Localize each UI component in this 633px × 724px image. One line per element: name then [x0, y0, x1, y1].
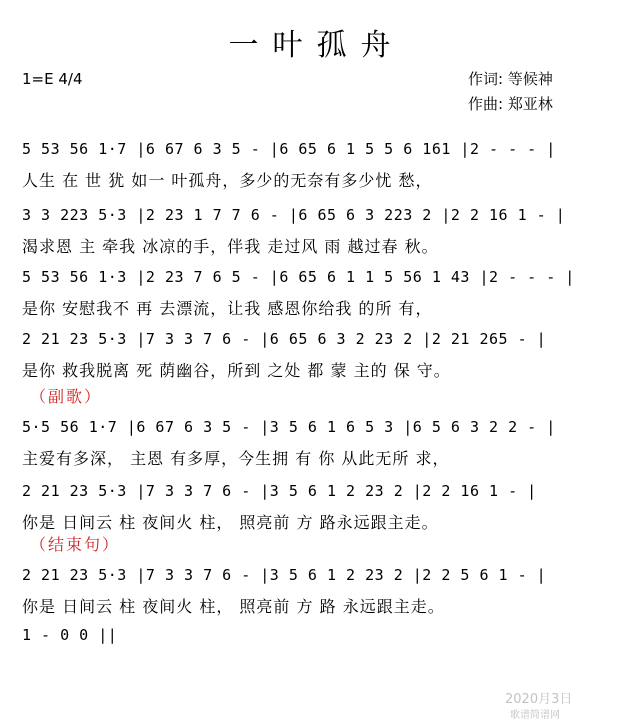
- watermark-site: 歌谱简谱网: [510, 710, 560, 721]
- lyric-line-5: 主爱有多深， 主恩 有多厚，今生拥 有 你 从此无所 求，: [22, 449, 450, 468]
- lyric-line-4: 是你 救我脱离 死 荫幽谷，所到 之处 都 蒙 主的 保 守。: [22, 361, 451, 380]
- watermark-date: 2020月3日: [505, 692, 573, 707]
- notation-line-2: 3 3 223 5·3 |2 23 1 7 7 6 - |6 65 6 3 223 2 |2 2 16 1 - |: [22, 206, 566, 224]
- lyric-line-6: 你是 日间云 柱 夜间火 柱， 照亮前 方 路永远跟主走。: [22, 513, 439, 532]
- notation-line-3: 5 53 56 1·3 |2 23 7 6 5 - |6 65 6 1 1 5 56 1 43 |2 - - - |: [22, 268, 575, 286]
- notation-line-5: 5·5 56 1·7 |6 67 6 3 5 - |3 5 6 1 6 5 3 |6 5 6 3 2 2 - |: [22, 418, 556, 436]
- lyric-line-2: 渴求恩 主 牵我 冰凉的手，伴我 走过风 雨 越过春 秋。: [22, 237, 439, 256]
- notation-line-6: 2 21 23 5·3 |7 3 3 7 6 - |3 5 6 1 2 23 2 |2 2 16 1 - |: [22, 482, 537, 500]
- lyric-line-3: 是你 安慰我不 再 去漂流，让我 感恩你给我 的所 有，: [22, 299, 433, 318]
- notation-line-8: 1 - 0 0 ||: [22, 626, 118, 644]
- notation-line-4: 2 21 23 5·3 |7 3 3 7 6 - |6 65 6 3 2 23 2 |2 21 265 - |: [22, 330, 547, 348]
- lyric-line-1: 人生 在 世 犹 如一 叶孤舟，多少的无奈有多少忧 愁，: [22, 171, 433, 190]
- lyric-line-7: 你是 日间云 柱 夜间火 柱， 照亮前 方 路 永远跟主走。: [22, 597, 445, 616]
- notation-line-7: 2 21 23 5·3 |7 3 3 7 6 - |3 5 6 1 2 23 2 |2 2 5 6 1 - |: [22, 566, 547, 584]
- lyricist-credit: 作词: 等候神: [468, 70, 553, 88]
- chorus-label: （副歌）: [30, 387, 103, 406]
- composer-credit: 作曲: 郑亚林: [468, 95, 553, 113]
- song-title: 一叶孤舟: [228, 28, 405, 63]
- ending-label: （结束句）: [30, 535, 121, 554]
- notation-line-1: 5 53 56 1·7 |6 67 6 3 5 - |6 65 6 1 5 5 6 161 |2 - - - |: [22, 140, 556, 158]
- key-signature: 1=E 4/4: [22, 70, 83, 88]
